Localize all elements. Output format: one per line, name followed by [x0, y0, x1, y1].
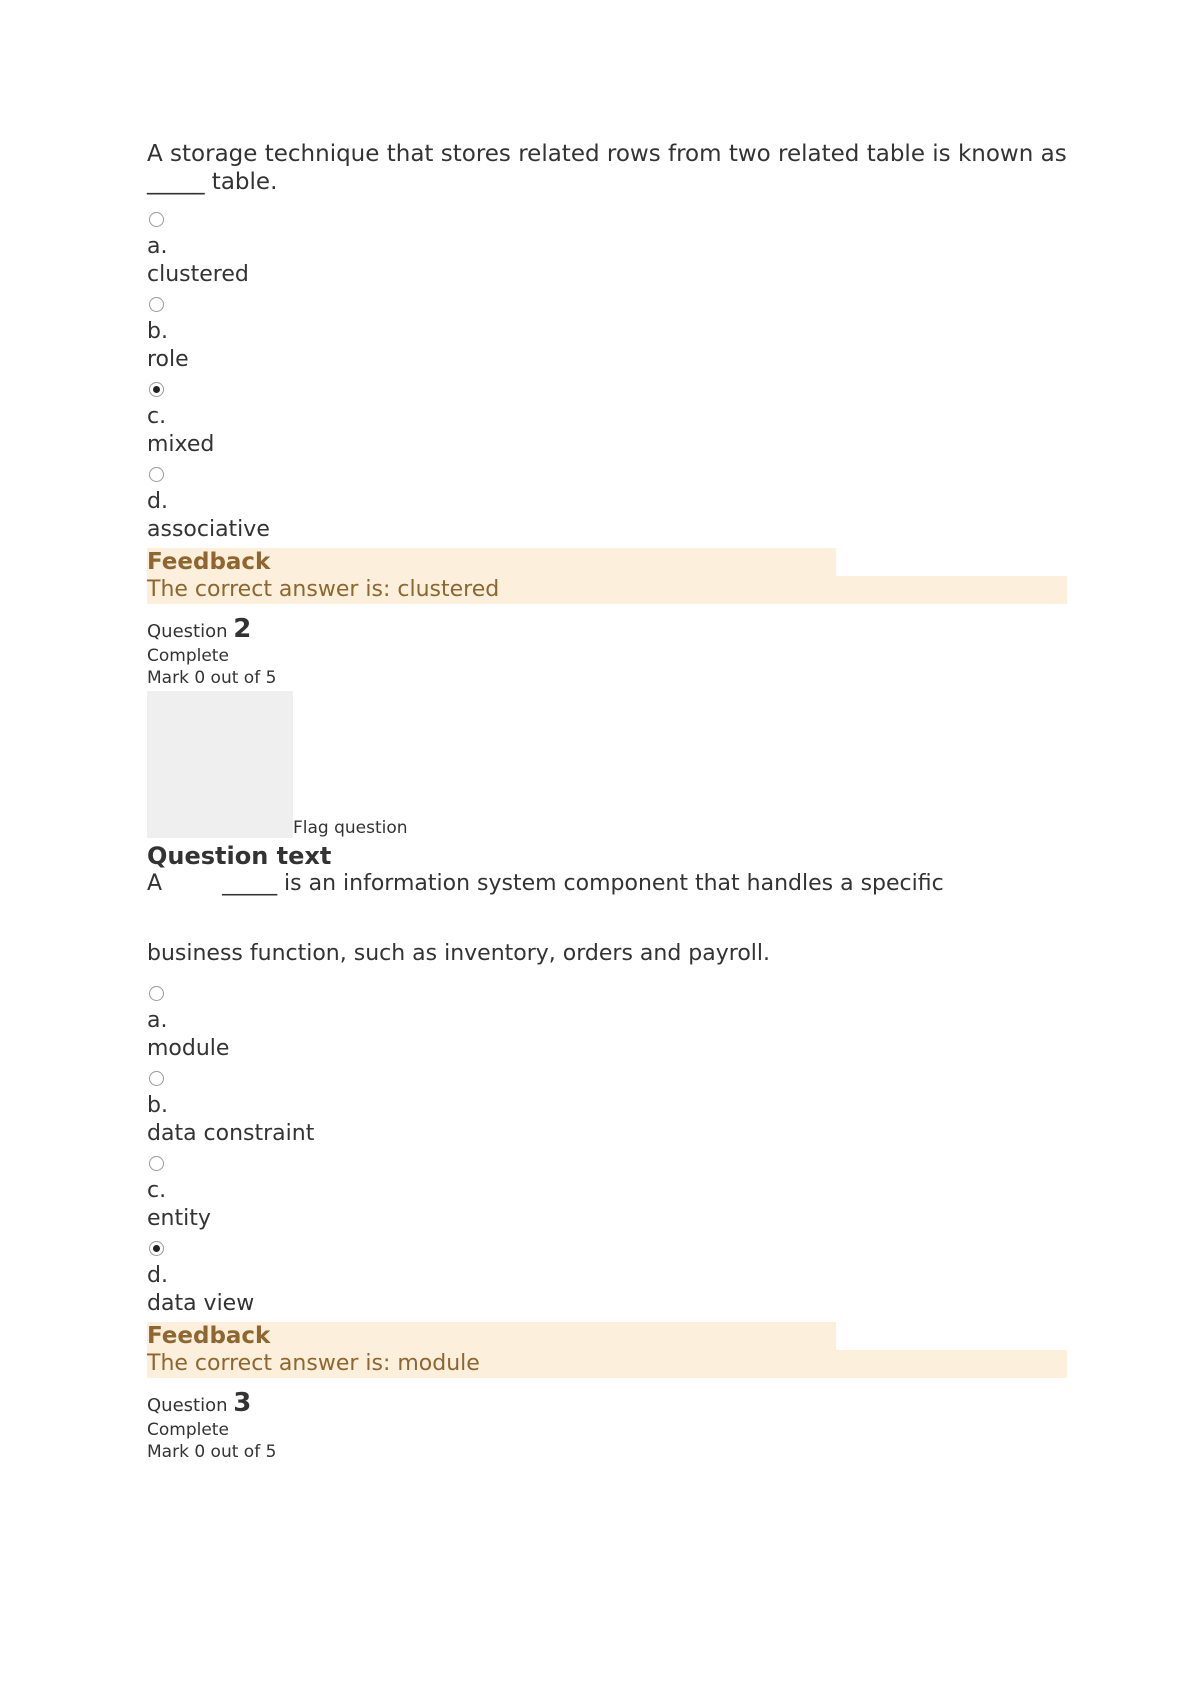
question-1-text: A storage technique that stores related rows from two related table is known as _____ table. [147, 141, 1067, 195]
option-letter: b. [147, 1093, 168, 1118]
question-number-value: 2 [233, 614, 252, 644]
flag-question-control[interactable] [147, 691, 1067, 838]
question-1-option-b[interactable] [147, 297, 1067, 374]
question-label: Question [147, 621, 228, 642]
radio-button-icon[interactable] [149, 212, 164, 227]
option-text: data view [147, 1291, 255, 1316]
question-1-feedback [147, 548, 1067, 604]
question-1-answers [147, 212, 1067, 544]
feedback-title: Feedback [147, 1322, 836, 1350]
option-letter: d. [147, 489, 168, 514]
option-letter: b. [147, 319, 168, 344]
radio-button-icon[interactable] [149, 1071, 164, 1086]
question-2-text-continued: business function, such as inventory, orders and payroll. [147, 941, 771, 966]
flag-icon[interactable] [147, 691, 293, 838]
question-2-answers [147, 986, 1067, 1318]
radio-button-icon[interactable] [149, 986, 164, 1001]
option-text: role [147, 347, 189, 372]
question-1-option-d[interactable] [147, 467, 1067, 544]
question-1-option-c[interactable] [147, 382, 1067, 459]
quiz-review-page [147, 140, 1067, 1463]
question-2-option-c[interactable] [147, 1156, 1067, 1233]
option-text: module [147, 1036, 230, 1061]
option-letter: c. [147, 1178, 167, 1203]
option-text: data constraint [147, 1121, 315, 1146]
question-2-feedback [147, 1322, 1067, 1378]
radio-button-icon[interactable] [149, 467, 164, 482]
question-1-option-a[interactable] [147, 212, 1067, 289]
question-number [147, 1390, 1067, 1419]
option-letter: a. [147, 234, 168, 259]
question-text-heading: Question text [147, 842, 332, 870]
radio-button-checked-icon[interactable] [149, 1241, 164, 1256]
question-text-part: A [147, 871, 163, 896]
feedback-correct-answer: The correct answer is: module [147, 1350, 1067, 1378]
question-state: Complete [147, 646, 229, 666]
question-grade: Mark 0 out of 5 [147, 1442, 277, 1462]
radio-button-icon[interactable] [149, 297, 164, 312]
option-letter: c. [147, 404, 167, 429]
question-2-option-b[interactable] [147, 1071, 1067, 1148]
question-text-part: _____ is an information system component that handles a specific [222, 871, 944, 896]
question-label: Question [147, 1395, 228, 1416]
question-2-text [147, 870, 1067, 898]
option-letter: d. [147, 1263, 168, 1288]
question-2-option-d[interactable] [147, 1241, 1067, 1318]
feedback-correct-answer: The correct answer is: clustered [147, 576, 1067, 604]
option-text: entity [147, 1206, 211, 1231]
radio-button-icon[interactable] [149, 1156, 164, 1171]
option-letter: a. [147, 1008, 168, 1033]
question-grade: Mark 0 out of 5 [147, 668, 277, 688]
feedback-title: Feedback [147, 548, 836, 576]
question-2-option-a[interactable] [147, 986, 1067, 1063]
question-number-value: 3 [233, 1388, 252, 1418]
radio-button-checked-icon[interactable] [149, 382, 164, 397]
flag-question-label[interactable]: Flag question [293, 818, 408, 838]
question-state: Complete [147, 1420, 229, 1440]
question-3-info [147, 1390, 1067, 1463]
question-number [147, 616, 1067, 645]
option-text: associative [147, 517, 270, 542]
option-text: clustered [147, 262, 249, 287]
option-text: mixed [147, 432, 215, 457]
question-2-info [147, 616, 1067, 838]
